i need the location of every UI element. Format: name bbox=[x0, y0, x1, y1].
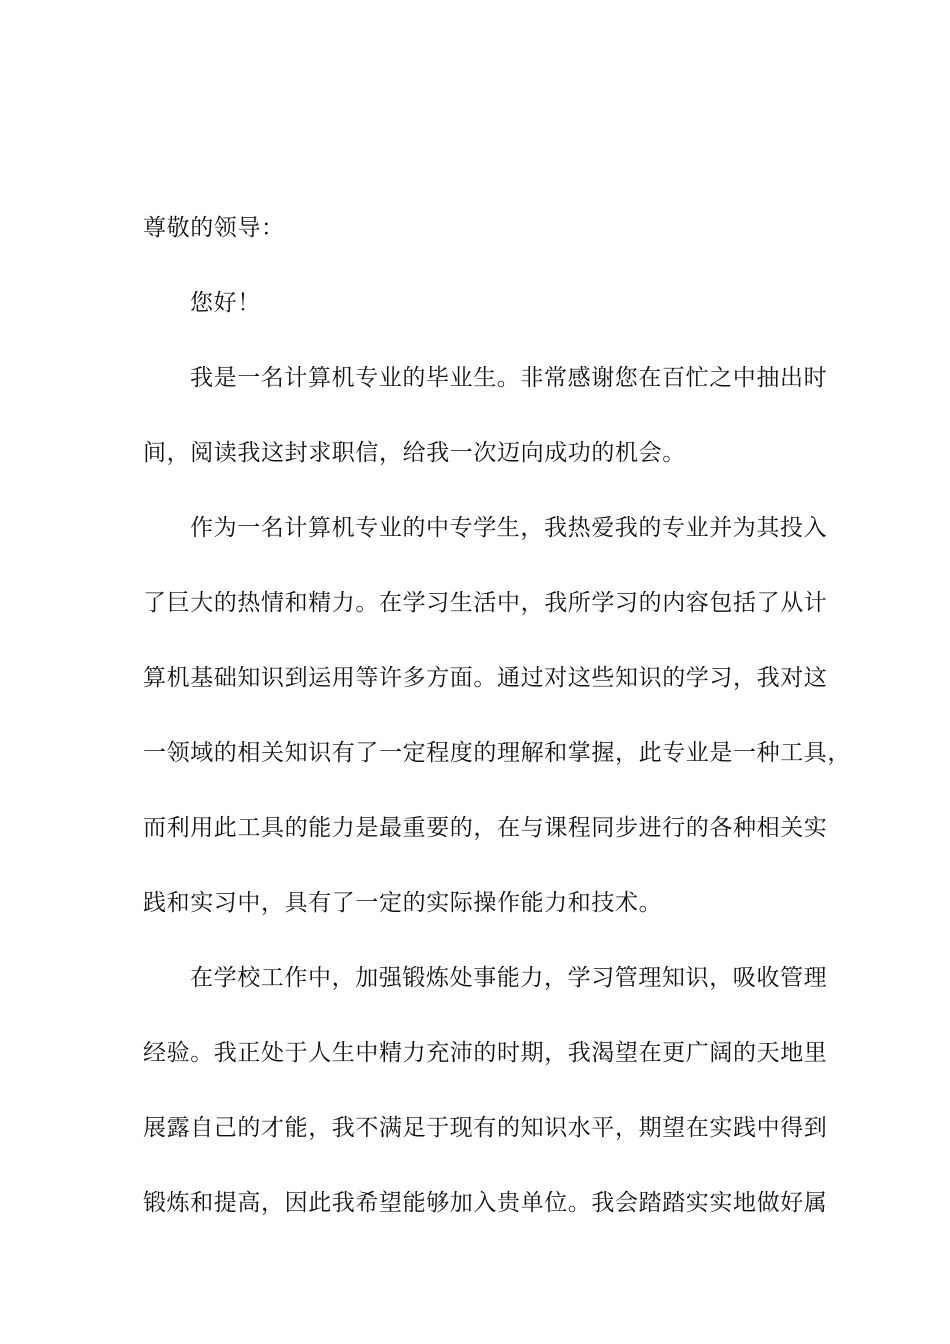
paragraph-1-line-1: 我是一名计算机专业的毕业生。非常感谢您在百忙之中抽出时 bbox=[190, 365, 828, 391]
paragraph-3-line-4: 锻炼和提高，因此我希望能够加入贵单位。我会踏踏实实地做好属 bbox=[143, 1190, 828, 1216]
salutation: 尊敬的领导： bbox=[143, 215, 285, 241]
paragraph-2-line-6: 践和实习中，具有了一定的实际操作能力和技术。 bbox=[143, 890, 663, 916]
greeting: 您好！ bbox=[190, 290, 261, 316]
paragraph-3-line-3: 展露自己的才能，我不满足于现有的知识水平，期望在实践中得到 bbox=[143, 1115, 828, 1141]
paragraph-2-line-1: 作为一名计算机专业的中专学生，我热爱我的专业并为其投入 bbox=[190, 515, 828, 541]
paragraph-2-line-2: 了巨大的热情和精力。在学习生活中，我所学习的内容包括了从计 bbox=[143, 590, 828, 616]
paragraph-3-line-1: 在学校工作中，加强锻炼处事能力，学习管理知识，吸收管理 bbox=[190, 965, 828, 991]
paragraph-2-line-4: 一领域的相关知识有了一定程度的理解和掌握，此专业是一种工具， bbox=[143, 740, 851, 766]
paragraph-2-line-5: 而利用此工具的能力是最重要的，在与课程同步进行的各种相关实 bbox=[143, 815, 828, 841]
paragraph-3-line-2: 经验。我正处于人生中精力充沛的时期，我渴望在更广阔的天地里 bbox=[143, 1040, 828, 1066]
paragraph-2-line-3: 算机基础知识到运用等许多方面。通过对这些知识的学习，我对这 bbox=[143, 665, 828, 691]
paragraph-1-line-2: 间，阅读我这封求职信，给我一次迈向成功的机会。 bbox=[143, 440, 686, 466]
